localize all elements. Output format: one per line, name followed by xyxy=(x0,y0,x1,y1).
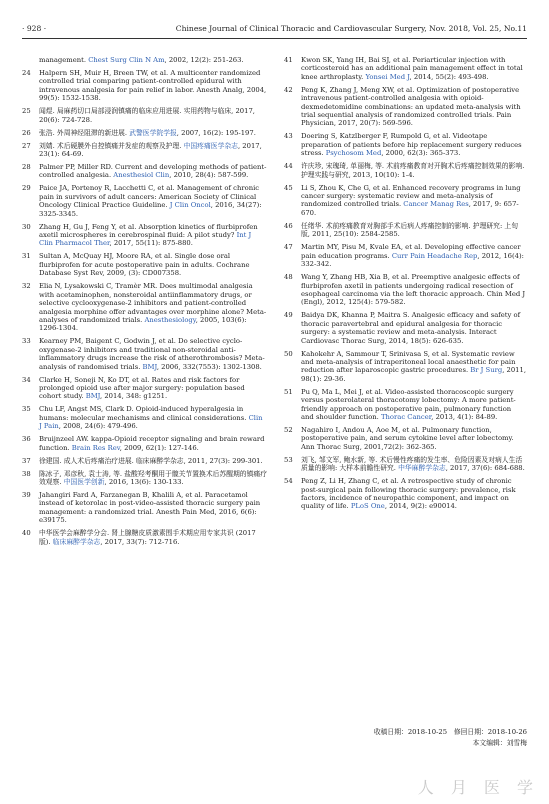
reference-number: 34 xyxy=(22,375,31,384)
reference-item xyxy=(284,456,526,473)
reference-item xyxy=(22,142,267,159)
reference-item xyxy=(284,222,526,239)
reference-citation: 陈冰子, 邓彦秋, 袁士涛, 等. 盐酸羟考酮用于髋关节置换术后苏醒期的镇痛疗效观察. xyxy=(39,469,267,486)
reference-number: 29 xyxy=(22,184,31,193)
journal-link[interactable]: 中华麻醉学杂志 xyxy=(398,464,446,473)
reference-citation: Paice JA, Portenoy R, Lacchetti C, et al. Management of chronic pain in survivors of adult cancers: American Society of Clinical Oncology Clinical Practice Guideline. xyxy=(39,184,260,210)
reference-citation: Li S, Zhou K, Che G, et al. Enhanced recovery programs in lung cancer surgery: systematic review and meta-analysis of randomized controlled trials. xyxy=(301,183,521,209)
reference-item xyxy=(22,405,267,430)
reference-item xyxy=(284,243,526,268)
reference-number: 52 xyxy=(284,425,293,434)
reference-citation: Baidya DK, Khanna P, Maitra S. Analgesic efficacy and safety of thoracic paravertebral and epidural analgesia for thoracic surgery: a systematic review and meta-analysis. Interact Cardiovasc Thorac Surg, 2014, 18(5): 626-635. xyxy=(301,311,521,345)
journal-link[interactable]: Yonsei Med J xyxy=(365,72,410,81)
reference-number: 41 xyxy=(284,56,293,64)
reference-item xyxy=(22,163,267,180)
reference-item xyxy=(22,337,267,371)
reference-citation: Clarke H, Soneji N, Ko DT, et al. Rates and risk factors for prolonged opioid use after major surgery: population based cohort study. xyxy=(39,375,245,401)
reference-item xyxy=(284,162,526,179)
reference-item xyxy=(22,56,267,64)
reference-number: 46 xyxy=(284,221,293,230)
reference-column-left xyxy=(22,56,267,551)
running-header xyxy=(22,24,527,33)
reference-text xyxy=(39,69,267,103)
reference-number: 37 xyxy=(22,456,31,465)
reference-volume-pages: , 2002, 12(2): 251-263. xyxy=(164,56,244,64)
reference-number xyxy=(22,56,39,64)
reference-item xyxy=(284,132,526,157)
journal-link[interactable]: J Clin Oncol xyxy=(169,201,211,210)
reference-citation: Elia N, Lysakowski C, Tramèr MR. Does multimodal analgesia with acetaminophen, nonsteroidal antiinflammatory drugs, or selective cyclooxygenase-2 inhibitors and patient-controlled analgesia morphine offer advantages over morphine alone? Meta-analyses of randomized trials. xyxy=(39,282,267,324)
journal-title: Chinese Journal of Clinical Thoracic and Cardiovascular Surgery, Nov. 2018, Vol. 25, No.11 xyxy=(175,24,527,33)
reference-text xyxy=(301,243,526,268)
reference-citation: Kahokehr A, Sammour T, Srinivasa S, et al. Systematic review and meta-analysis of intraperitoneal local anaesthetic for pain reduction after laparoscopic gastric procedures. xyxy=(301,349,516,375)
reference-number: 50 xyxy=(284,349,293,358)
reference-citation: Martin MY, Pisu M, Kvale EA, et al. Developing effective cancer pain education programs. xyxy=(301,243,521,260)
reference-text xyxy=(39,491,267,525)
journal-link[interactable]: Int J Clin Pharmacol Ther xyxy=(39,231,252,248)
reference-text xyxy=(301,86,526,128)
reference-citation: 张浩. 外周神经阻滞的新进展. xyxy=(39,128,130,137)
reference-citation: Halpern SH, Muir H, Breen TW, et al. A multicenter randomized controlled trial comparing patient-controlled epidural with intravenous analgesia for pain relief in labor. Anesth Analg, 2004, 99(5): 1532-1538. xyxy=(39,69,267,103)
editor-credit: 本文编辑：刘雪梅 xyxy=(472,739,527,747)
reference-number: 33 xyxy=(22,337,31,346)
reference-item xyxy=(22,470,267,487)
reference-volume-pages: , 2014, 348: g1251. xyxy=(100,392,168,401)
journal-link[interactable]: Thorac Cancer xyxy=(381,412,432,421)
reference-item xyxy=(284,273,526,307)
reference-number: 47 xyxy=(284,243,293,252)
reference-number: 31 xyxy=(22,252,31,261)
reference-text xyxy=(39,337,267,371)
reference-number: 26 xyxy=(22,128,31,137)
reference-citation: management. xyxy=(39,56,89,64)
reference-text xyxy=(39,376,267,401)
reference-item xyxy=(284,388,526,422)
reference-volume-pages: , 2010, 28(4): 587-599. xyxy=(169,171,249,180)
reference-text xyxy=(301,273,526,307)
reference-item xyxy=(22,435,267,452)
reference-citation: Palmer PP, Miller RD. Current and developing methods of patient-controlled analgesia. xyxy=(39,163,267,180)
reference-citation: 任绪华. 术前疼痛教育对胸部手术后病人疼痛控制的影响. 护理研究: 上旬版, 2011, 25(10): 2584-2585. xyxy=(301,221,518,239)
reference-text xyxy=(301,426,526,451)
reference-number: 54 xyxy=(284,477,293,486)
reference-text xyxy=(39,184,267,218)
reference-text xyxy=(39,457,267,465)
reference-item xyxy=(22,107,267,124)
reference-text xyxy=(39,129,267,137)
reference-number: 35 xyxy=(22,405,31,414)
reference-citation: Jahangiri Fard A, Farzanegan B, Khalili A, et al. Paracetamol instead of ketorolac in post-video-assisted thoracic surgery pain management: a randomized trial. Anesth Pain Med, 2016, 6(6): e39175. xyxy=(39,490,261,525)
reference-citation: Sultan A, McQuay HJ, Moore RA, et al. Single dose oral flurbiprofen for acute postoperative pain in adults. Cochrane Database Syst Rev, 2009, (3): CD007358. xyxy=(39,252,250,278)
header-divider xyxy=(22,38,527,39)
reference-column-right xyxy=(284,56,526,515)
reference-item xyxy=(284,56,526,81)
reference-item xyxy=(284,184,526,218)
reference-citation: Peng Z, Li H, Zhang C, et al. A retrospective study of chronic post-surgical pain following thoracic surgery: prevalence, risk factors, incidence of neuropathic component, and impact on quality of life. xyxy=(301,477,516,511)
reference-volume-pages: , 2017, 9: 657-670. xyxy=(301,200,519,217)
journal-link[interactable]: 武警医学院学报 xyxy=(129,128,177,137)
journal-link[interactable]: Chest Surg Clin N Am xyxy=(88,56,165,64)
reference-text xyxy=(39,163,267,180)
journal-link[interactable]: Psychosom Med xyxy=(325,149,382,158)
reference-number: 28 xyxy=(22,163,31,172)
reference-text xyxy=(301,388,526,422)
journal-link[interactable]: Curr Pain Headache Rep xyxy=(391,251,478,260)
reference-text xyxy=(39,405,267,430)
journal-link[interactable]: BMJ xyxy=(142,362,157,371)
reference-citation: Kearney PM, Baigent C, Godwin J, et al. Do selective cyclo-oxygenase-2 inhibitors and traditional non-steroidal anti-inflammatory drugs increase the risk of atherothrombosis? Meta-analysis of randomised trials. xyxy=(39,337,265,371)
reference-number: 40 xyxy=(22,529,31,538)
reference-volume-pages: , 2007, 16(2): 195-197. xyxy=(176,128,256,137)
reference-citation: Chu LF, Angst MS, Clark D. Opioid-induced hyperalgesia in humans: molecular mechanisms and clinical considerations. xyxy=(39,405,249,422)
reference-volume-pages: , 2016, 34(27): 3325-3345. xyxy=(39,201,262,218)
received-dates: 收稿日期：2018-10-25 修回日期：2018-10-26 xyxy=(373,728,527,736)
reference-item xyxy=(22,457,267,465)
reference-number: 49 xyxy=(284,311,293,320)
reference-text xyxy=(301,350,526,384)
reference-volume-pages: , 2017, 55(11): 875-880. xyxy=(109,239,193,248)
reference-text xyxy=(301,311,526,345)
reference-number: 45 xyxy=(284,183,293,192)
journal-link[interactable]: 中国疼痛医学杂志 xyxy=(183,141,238,150)
reference-number: 30 xyxy=(22,222,31,231)
reference-text xyxy=(39,107,267,124)
reference-citation: Peng K, Zhang J, Meng XW, et al. Optimization of postoperative intravenous patient-controlled analgesia with opioid-dexmedetomidine combinations: an updated meta-analysis with trial sequential analysis of randomized controlled trials. Pain Physician, 2017, 20(7): 569-596. xyxy=(301,85,521,128)
reference-citation: Bruijnzeel AW. kappa-Opioid receptor signaling and brain reward function. xyxy=(39,435,265,452)
reference-citation: 徐建国. 成人术后疼痛治疗进展. 临床麻醉学杂志, 2011, 27(3): 299-301. xyxy=(39,456,263,465)
reference-number: 48 xyxy=(284,273,293,282)
reference-item xyxy=(22,69,267,103)
reference-item xyxy=(284,477,526,511)
journal-link[interactable]: PLoS One xyxy=(350,502,385,511)
reference-item xyxy=(284,426,526,451)
journal-link[interactable]: Br J Surg xyxy=(470,366,503,375)
reference-volume-pages: , 2006, 332(7553): 1302-1308. xyxy=(156,362,262,371)
reference-volume-pages: , 2012, 16(4): 332-342. xyxy=(301,251,524,269)
journal-link[interactable]: Brain Res Rev xyxy=(71,443,120,452)
reference-text xyxy=(301,184,526,218)
reference-number: 24 xyxy=(22,69,31,77)
journal-link[interactable]: BMJ xyxy=(85,392,100,401)
reference-item xyxy=(22,491,267,525)
reference-number: 27 xyxy=(22,141,31,150)
reference-number: 51 xyxy=(284,387,293,396)
reference-citation: 刘飞, 邹文军, 鲍水新, 等. 术后慢性疼痛的发生率、危险因素及对病人生活质量的影响: 大样本前瞻性研究. xyxy=(301,455,523,473)
reference-text xyxy=(301,222,526,239)
reference-text xyxy=(39,252,267,277)
reference-volume-pages: , 2009, 62(1): 127-146. xyxy=(119,443,199,452)
reference-text xyxy=(301,456,526,473)
reference-number: 42 xyxy=(284,85,293,94)
reference-volume-pages: , 2005, 103(6): 1296-1304. xyxy=(39,315,247,333)
journal-link[interactable]: Clin J Pain xyxy=(39,413,263,431)
reference-number: 44 xyxy=(284,162,293,171)
page-number: · 928 · xyxy=(22,24,47,33)
reference-number: 32 xyxy=(22,282,31,291)
reference-citation: Zhang H, Gu J, Feng Y, et al. Absorption kinetics of flurbiprofen axetil microspheres in cerebrospinal fluid: A pilot study? xyxy=(39,222,258,240)
reference-item xyxy=(22,223,267,248)
reference-citation: 闻煜. 局麻药切口局部浸润镇痛的临床应用进展. 实用药物与临床, 2017, 20(6): 724-728. xyxy=(39,107,255,124)
journal-link[interactable]: Anesthesiology xyxy=(144,315,196,324)
journal-link[interactable]: 中国医学创新 xyxy=(63,477,105,486)
reference-text xyxy=(39,435,267,452)
article-footer xyxy=(374,727,527,749)
journal-link[interactable]: Anesthesiol Clin xyxy=(113,171,170,180)
reference-item xyxy=(22,529,267,546)
reference-item xyxy=(284,86,526,128)
reference-citation: Nagahiro I, Andou A, Aoe M, et al. Pulmonary function, postoperative pain, and serum cytokine level after lobectomy. Ann Thorac Surg, 2001,72(2): 362-365. xyxy=(301,425,514,451)
reference-citation: Doering S, Katzlberger F, Rumpold G, et al. Videotape preparation of patients before hip replacement surgery reduces stress. xyxy=(301,132,522,158)
reference-text xyxy=(39,282,267,332)
reference-text xyxy=(301,132,526,157)
reference-number: 53 xyxy=(284,455,293,464)
reference-item xyxy=(22,129,267,137)
reference-text xyxy=(301,56,526,81)
reference-number: 39 xyxy=(22,490,31,499)
reference-item xyxy=(22,376,267,401)
reference-volume-pages: , 2014, 55(2): 493-498. xyxy=(409,72,489,81)
journal-link[interactable]: Cancer Manag Res xyxy=(403,200,469,209)
reference-citation: Pu Q, Ma L, Mei J, et al. Video-assisted thoracoscopic surgery versus posterolateral thoracotomy lobectomy: A more patient-friendly approach on postoperative pain, pulmonary function and shoulder function. xyxy=(301,387,516,421)
reference-text xyxy=(39,529,267,546)
reference-volume-pages: , 2016, 13(6): 130-133. xyxy=(104,477,184,486)
reference-volume-pages: , 2017, 33(7): 712-716. xyxy=(100,537,180,546)
reference-volume-pages: , 2011, 98(1): 29-36. xyxy=(301,366,526,383)
reference-item xyxy=(22,184,267,218)
reference-volume-pages: , 2008, 24(6): 479-496. xyxy=(58,422,138,431)
reference-citation: Wang Y, Zhang HB, Xia B, et al. Preemptive analgesic effects of flurbiprofen axetil in patients undergoing radical resection of esophageal carcinoma via the left thoracic approach. Chin Med J (Engl), 2012, 125(4): 579-582. xyxy=(301,273,526,307)
reference-number: 25 xyxy=(22,107,31,116)
reference-item xyxy=(22,282,267,332)
reference-item xyxy=(22,252,267,277)
reference-item xyxy=(284,350,526,384)
reference-text xyxy=(39,223,267,248)
reference-volume-pages: , 2017, 23(1): 64-69. xyxy=(39,141,262,159)
reference-item xyxy=(284,311,526,345)
journal-link[interactable]: 临床麻醉学杂志 xyxy=(52,537,101,546)
reference-citation: 许庆珍, 宋瑰琦, 单丽梅, 等. 术前疼痛教育对开胸术后疼痛控制效果的影响. 护理实践与研究, 2013, 10(10): 1-4. xyxy=(301,162,525,179)
reference-text xyxy=(39,142,267,159)
reference-text xyxy=(301,162,526,179)
reference-text xyxy=(39,56,267,64)
reference-citation: Kwon SK, Yang IH, Bai SJ, et al. Periarticular injection with corticosteroid has an additional pain management effect in total knee arthroplasty. xyxy=(301,56,523,81)
reference-citation: 中华医学会麻醉学分会. 肾上腺糖皮质激素围手术期应用专家共识 (2017 版). xyxy=(39,529,256,546)
reference-volume-pages: , 2017, 37(6): 684-688. xyxy=(445,464,525,473)
reference-text xyxy=(39,470,267,487)
reference-number: 43 xyxy=(284,132,293,141)
watermark: 人 月 医 学 xyxy=(417,778,539,797)
reference-text xyxy=(301,477,526,511)
reference-number: 38 xyxy=(22,469,31,478)
reference-citation: 刘婧. 术后硬膜外自控镇痛并发症的观察及护理. xyxy=(39,141,184,150)
reference-volume-pages: , 2013, 4(1): 84-89. xyxy=(431,412,498,421)
reference-volume-pages: , 2014, 9(2): e90014. xyxy=(384,502,457,511)
reference-volume-pages: , 2000, 62(3): 365-373. xyxy=(381,149,461,158)
reference-number: 36 xyxy=(22,435,31,444)
